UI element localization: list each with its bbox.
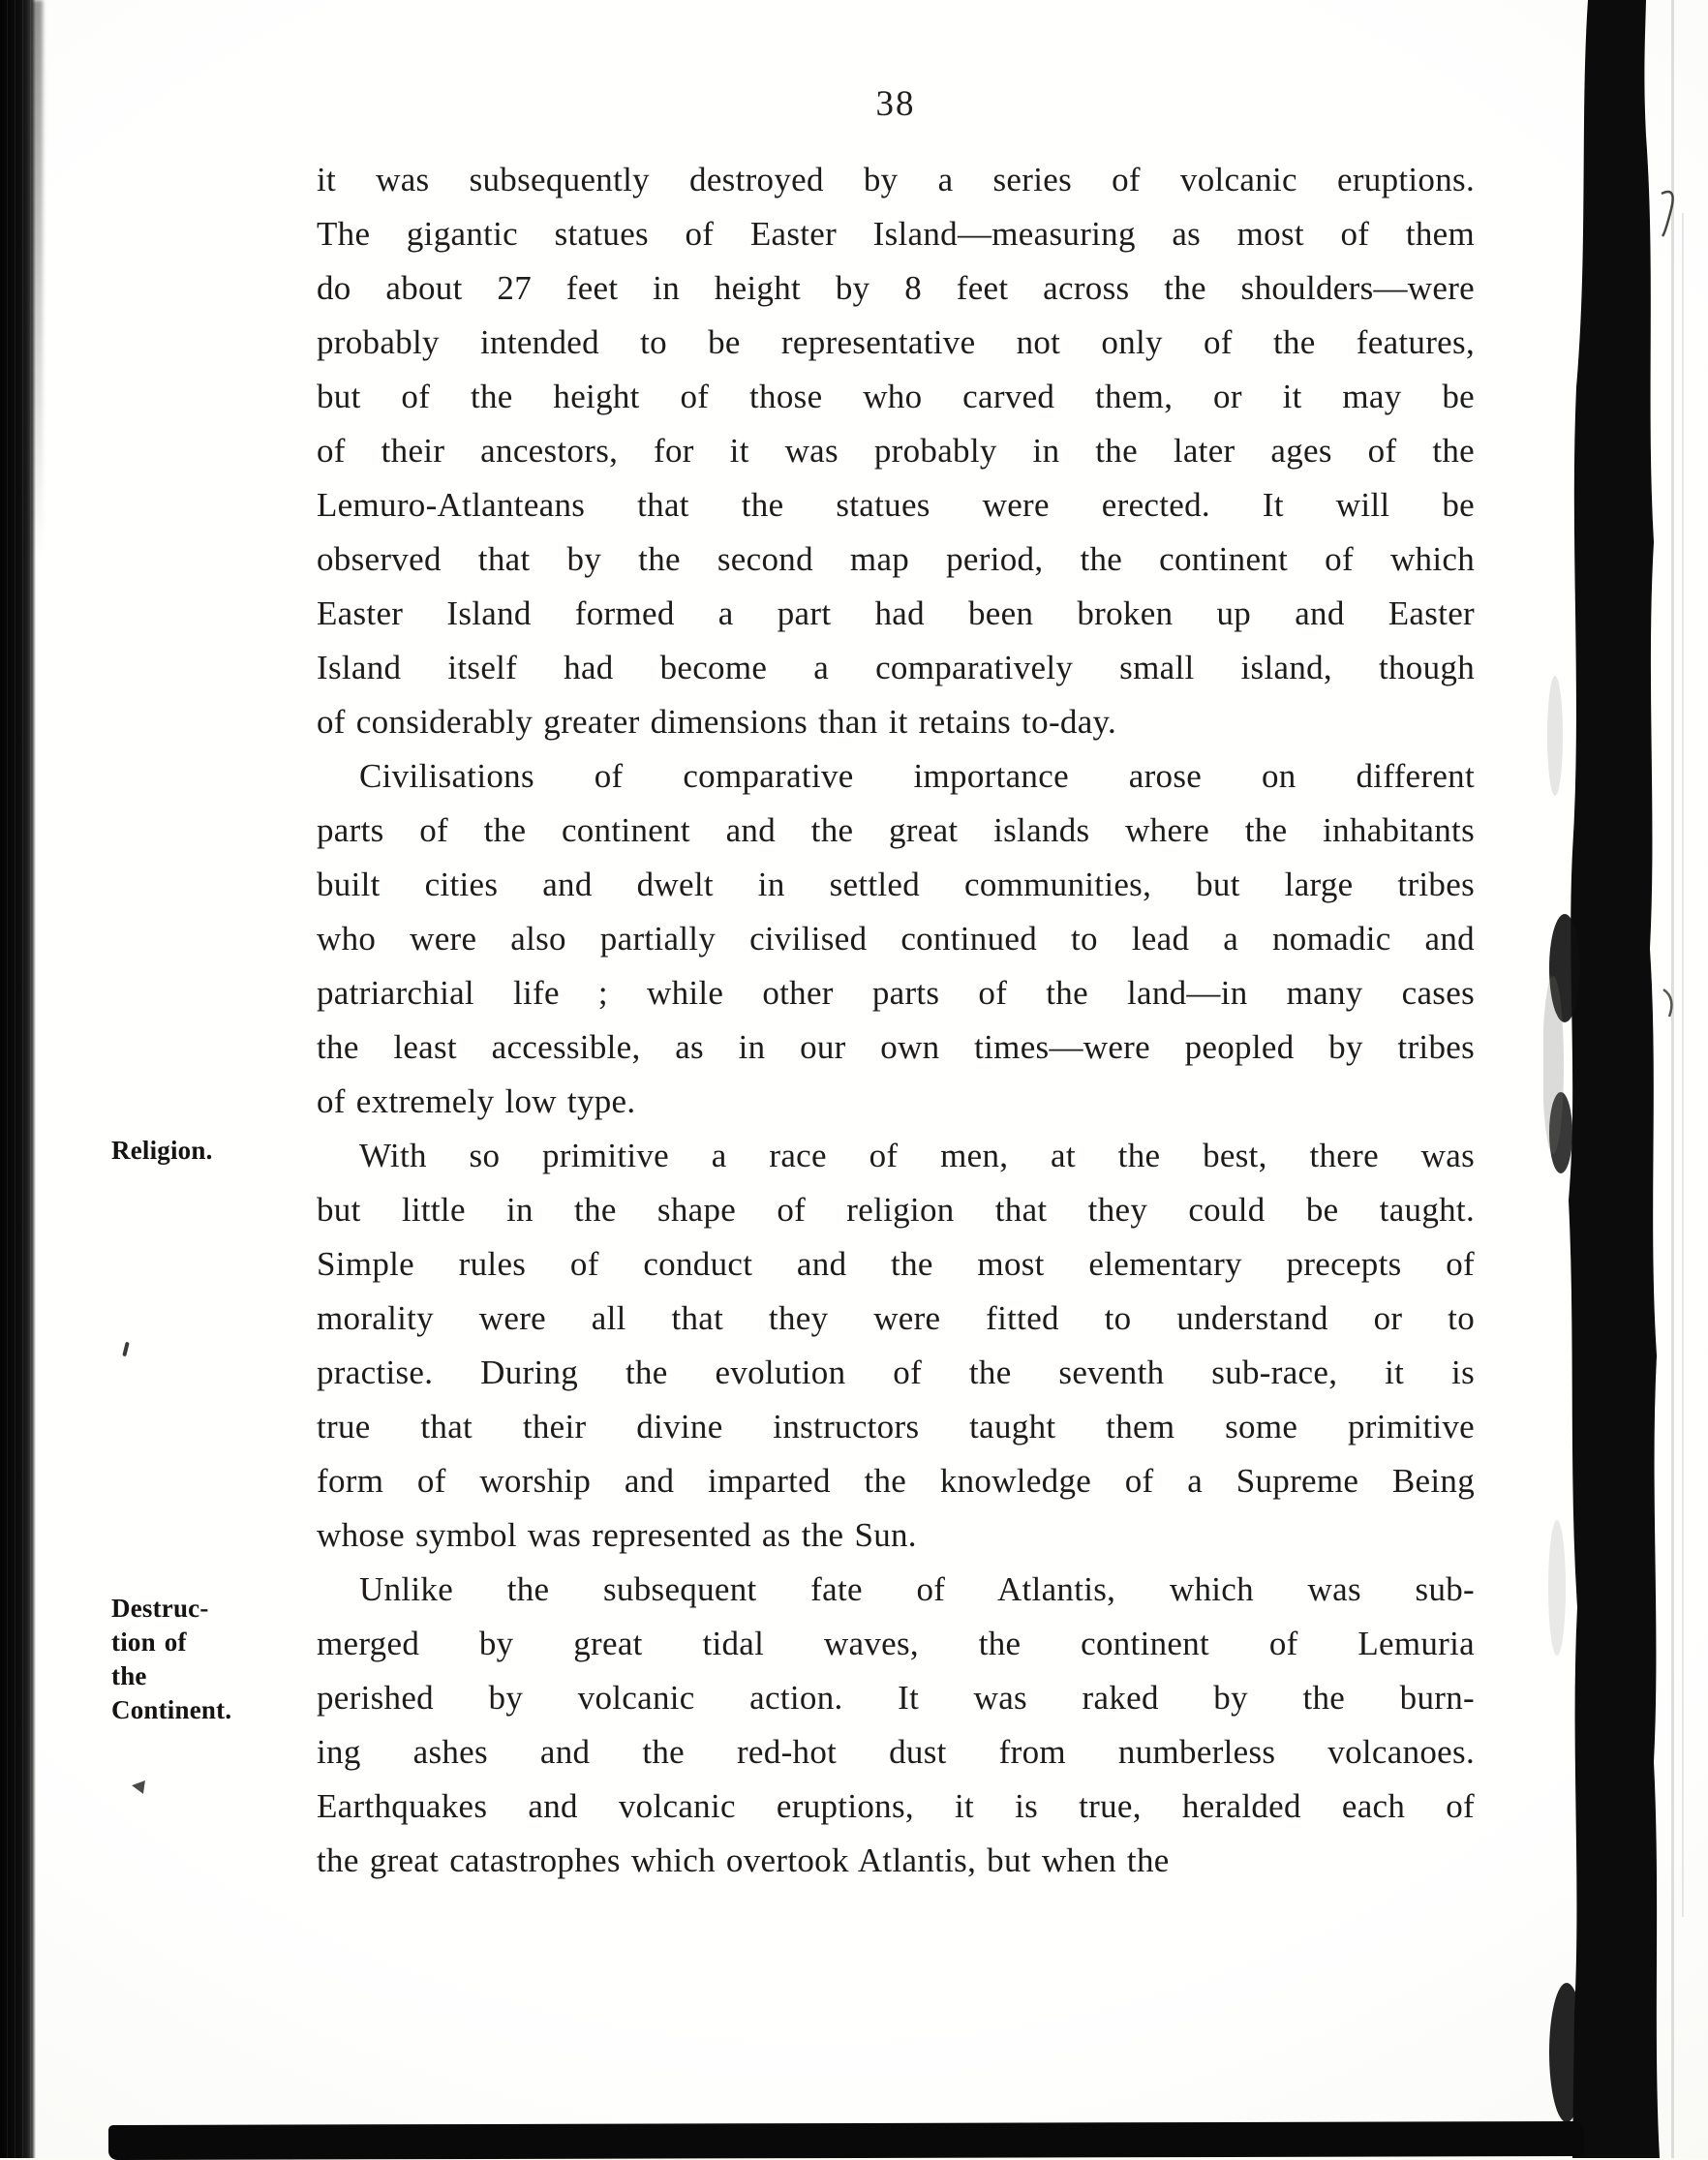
- text-line: The gigantic statues of Easter Island—measuring as most of them: [317, 207, 1475, 261]
- text-line: Unlike the subsequent fate of Atlantis, which was sub-: [317, 1563, 1475, 1617]
- paragraph-text: [317, 749, 1475, 1129]
- page-number: 38: [317, 83, 1475, 125]
- paragraph-text: [317, 153, 1475, 749]
- paragraph-text: [317, 1129, 1475, 1563]
- text-line: but little in the shape of religion that they could be taught.: [317, 1183, 1475, 1237]
- text-line: Simple rules of conduct and the most elementary precepts of: [317, 1237, 1475, 1292]
- text-line: it was subsequently destroyed by a series of volcanic eruptions.: [317, 153, 1475, 207]
- margin-note-line: Religion.: [111, 1134, 301, 1168]
- text-line: Earthquakes and volcanic eruptions, it is true, heralded each of: [317, 1780, 1475, 1834]
- margin-note-line: the: [111, 1659, 301, 1693]
- text-line: of extremely low type.: [317, 1075, 1475, 1129]
- text-line: probably intended to be representative not only of the features,: [317, 316, 1475, 370]
- scan-edge-left: [0, 0, 36, 2158]
- margin-note: [111, 1134, 301, 1168]
- text-line: do about 27 feet in height by 8 feet across the shoulders—were: [317, 261, 1475, 316]
- margin-note: [111, 1592, 301, 1727]
- text-line: form of worship and imparted the knowledge of a Supreme Being: [317, 1454, 1475, 1508]
- paragraph: [317, 1563, 1475, 1888]
- paragraph: [317, 1129, 1475, 1563]
- text-line: Island itself had become a comparatively small island, though: [317, 641, 1475, 695]
- paragraph: [317, 749, 1475, 1129]
- pencil-mark: [131, 1779, 145, 1794]
- text-line: who were also partially civilised continued to lead a nomadic and: [317, 912, 1475, 966]
- text-body: [317, 153, 1475, 1888]
- text-line: merged by great tidal waves, the continent of Lemuria: [317, 1617, 1475, 1671]
- margin-note-line: tion of: [111, 1626, 301, 1659]
- text-line: the great catastrophes which overtook Atlantis, but when the: [317, 1834, 1475, 1888]
- text-line: Civilisations of comparative importance arose on different: [317, 749, 1475, 804]
- scan-bottom-bar: [108, 2121, 1584, 2160]
- text-line: With so primitive a race of men, at the best, there was: [317, 1129, 1475, 1183]
- scan-edge-right: [1543, 0, 1708, 2158]
- text-line: whose symbol was represented as the Sun.: [317, 1508, 1475, 1563]
- text-line: true that their divine instructors taught them some primitive: [317, 1400, 1475, 1454]
- paragraph-text: [317, 1563, 1475, 1888]
- text-line: perished by volcanic action. It was raked by the burn-: [317, 1671, 1475, 1725]
- text-line: built cities and dwelt in settled communities, but large tribes: [317, 858, 1475, 912]
- margin-note-line: Continent.: [111, 1693, 301, 1727]
- text-line: of their ancestors, for it was probably in the later ages of the: [317, 424, 1475, 478]
- text-line: but of the height of those who carved them, or it may be: [317, 370, 1475, 424]
- text-line: Lemuro-Atlanteans that the statues were erected. It will be: [317, 478, 1475, 532]
- text-line: parts of the continent and the great islands where the inhabitants: [317, 804, 1475, 858]
- pencil-mark: [122, 1342, 130, 1357]
- text-line: practise. During the evolution of the seventh sub-race, it is: [317, 1346, 1475, 1400]
- text-line: morality were all that they were fitted to understand or to: [317, 1292, 1475, 1346]
- margin-note-line: Destruc-: [111, 1592, 301, 1626]
- text-line: Easter Island formed a part had been broken up and Easter: [317, 587, 1475, 641]
- text-line: ing ashes and the red-hot dust from numberless volcanoes.: [317, 1725, 1475, 1780]
- text-line: of considerably greater dimensions than it retains to-day.: [317, 695, 1475, 749]
- paragraph: [317, 153, 1475, 749]
- text-line: the least accessible, as in our own times—were peopled by tribes: [317, 1020, 1475, 1075]
- text-line: observed that by the second map period, the continent of which: [317, 532, 1475, 587]
- text-line: patriarchial life ; while other parts of the land—in many cases: [317, 966, 1475, 1020]
